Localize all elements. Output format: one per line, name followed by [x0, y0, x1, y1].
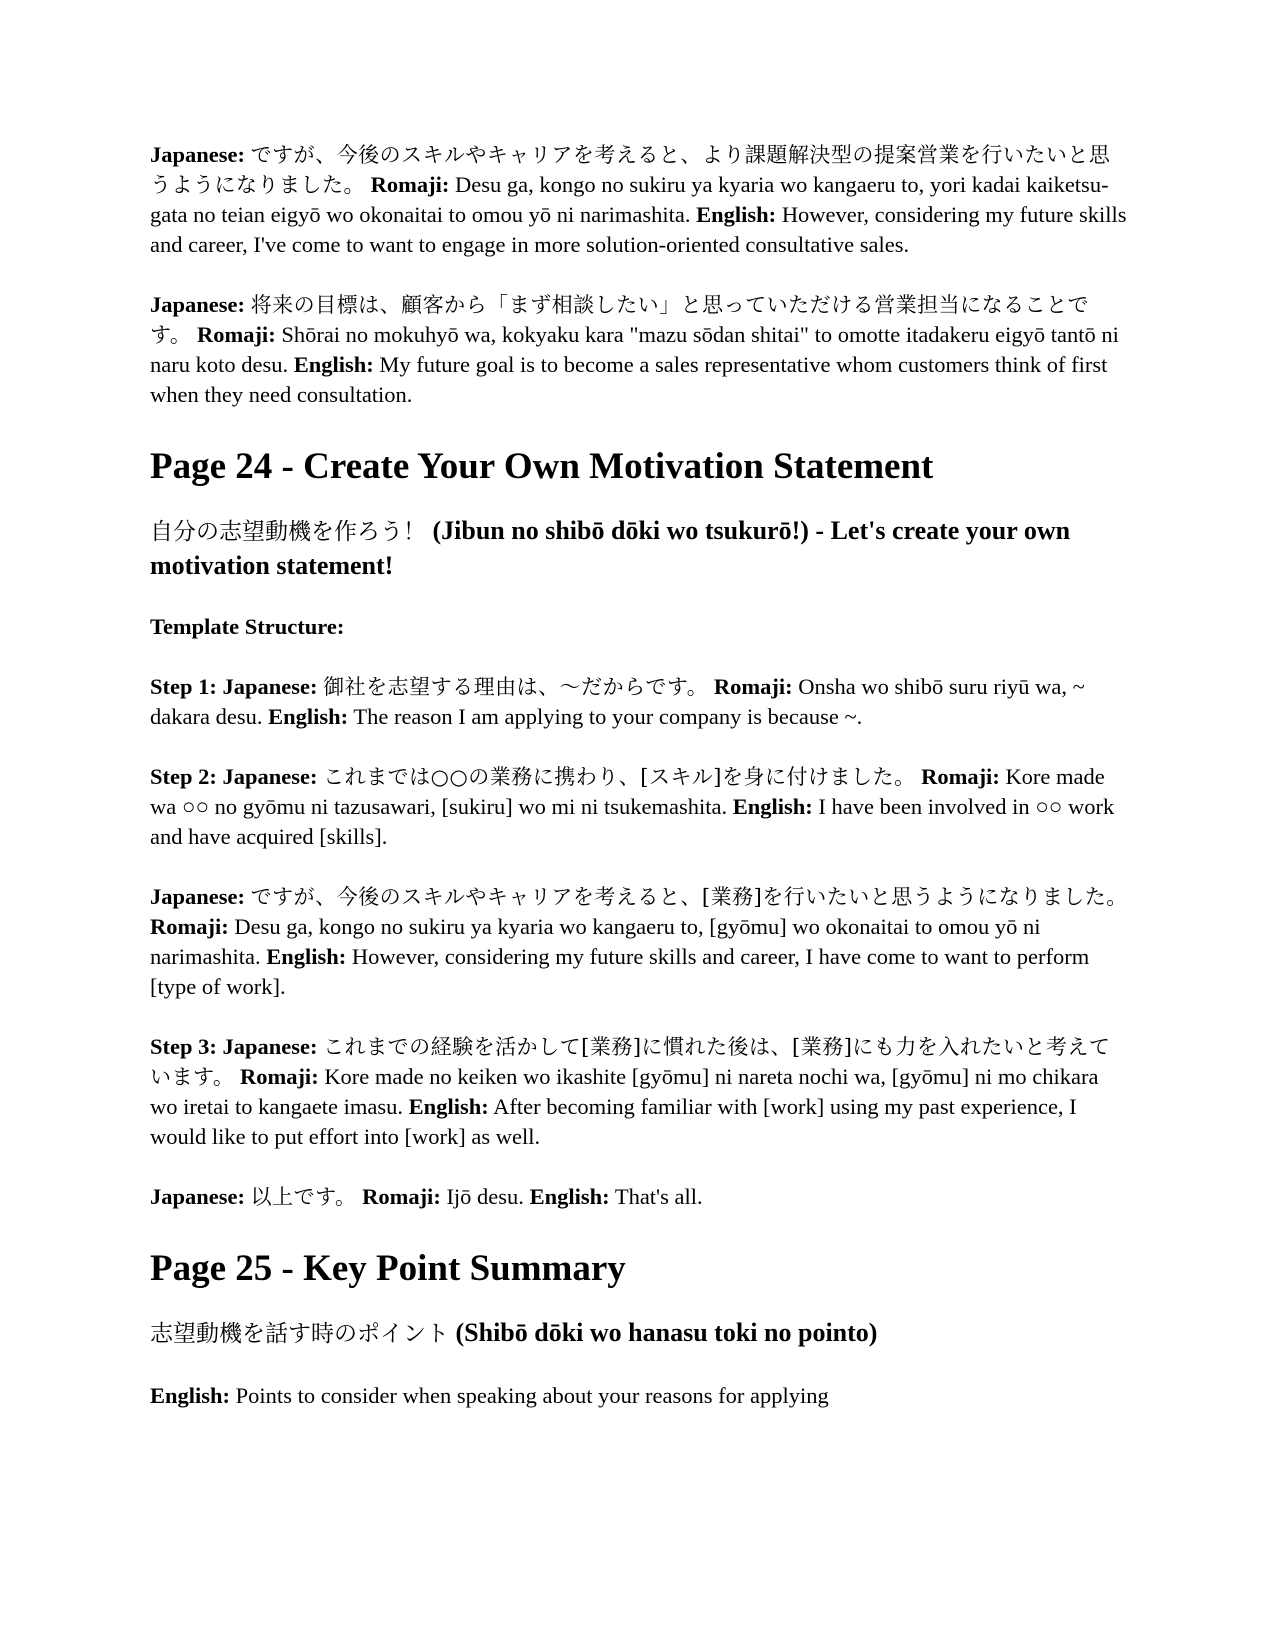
step-label: Step 2:	[150, 764, 217, 789]
subheading-japanese: 自分の志望動機を作ろう！	[150, 519, 426, 545]
section-heading-page-25: Page 25 - Key Point Summary	[150, 1248, 626, 1289]
japanese-label: Japanese:	[150, 1184, 245, 1209]
japanese-label: Japanese:	[150, 142, 245, 167]
english-text: My future goal is to become a sales representative whom customers think of first when they need consultation.	[150, 352, 1108, 407]
template-step	[150, 672, 1130, 732]
english-text: However, considering my future skills and career, I have come to want to perform [type of work].	[150, 944, 1090, 999]
romaji-label: Romaji:	[713, 674, 793, 699]
section-heading-page-24: Page 24 - Create Your Own Motivation Statement	[150, 446, 934, 487]
english-text: Points to consider when speaking about your reasons for applying	[235, 1383, 829, 1408]
japanese-label: Japanese:	[222, 764, 318, 789]
japanese-label: Japanese:	[150, 292, 245, 317]
english-text: After becoming familiar with [work] using my past experience, I would like to put effort into [work] as well.	[150, 1094, 1077, 1149]
english-label: English:	[150, 1383, 231, 1408]
romaji-label: Romaji:	[370, 172, 450, 197]
template-step	[150, 762, 1130, 852]
japanese-text: ですが、今後のスキルやキャリアを考えると、[業務]を行いたいと思うようになりました。	[250, 885, 1128, 909]
english-label: English:	[732, 794, 813, 819]
romaji-text: Shōrai no mokuhyō wa, kokyaku kara "mazu sōdan shitai" to omotte itadakeru eigyō tantō ni naru koto desu.	[150, 322, 1119, 377]
japanese-label: Japanese:	[150, 884, 245, 909]
section-subheading	[150, 1316, 1130, 1351]
phrase-block	[150, 140, 1130, 260]
english-label: English:	[696, 202, 777, 227]
english-text: I have been involved in ○○ work and have acquired [skills].	[150, 794, 1115, 849]
romaji-text: Kore made wa ○○ no gyōmu ni tazusawari, [sukiru] wo mi ni tsukemashita.	[150, 764, 1105, 819]
romaji-text: Onsha wo shibō suru riyū wa, ~ dakara desu.	[150, 674, 1085, 729]
template-heading: Template Structure:	[150, 614, 345, 639]
japanese-label: Japanese:	[222, 674, 318, 699]
document-page	[150, 140, 1130, 1441]
phrase-block	[150, 1381, 1130, 1411]
english-label: English:	[529, 1184, 610, 1209]
japanese-text: 以上です。	[250, 1185, 357, 1209]
step-label: Step 1:	[150, 674, 217, 699]
english-label: English:	[268, 704, 349, 729]
romaji-label: Romaji:	[196, 322, 276, 347]
romaji-label: Romaji:	[150, 914, 229, 939]
subheading-romaji: (Shibō dōki wo hanasu toki no pointo)	[455, 1318, 878, 1347]
english-text: That's all.	[614, 1184, 703, 1209]
japanese-text: これまでは○○の業務に携わり、[スキル]を身に付けました。	[323, 765, 916, 789]
template-step	[150, 1182, 1130, 1212]
step-label: Step 3:	[150, 1034, 217, 1059]
japanese-text: 将来の目標は、顧客から「まず相談したい」と思っていただける営業担当になることです。	[150, 293, 1090, 347]
japanese-text: 御社を志望する理由は、〜だからです。	[323, 675, 709, 699]
template-step	[150, 1032, 1130, 1152]
english-label: English:	[293, 352, 374, 377]
japanese-label: Japanese:	[222, 1034, 318, 1059]
romaji-text: Desu ga, kongo no sukiru ya kyaria wo kangaeru to, yori kadai kaiketsu-gata no teian eigyō wo okonaitai to omou yō ni narimashita.	[150, 172, 1109, 227]
romaji-label: Romaji:	[239, 1064, 319, 1089]
english-label: English:	[408, 1094, 489, 1119]
phrase-block	[150, 290, 1130, 410]
romaji-text: Ijō desu.	[446, 1184, 524, 1209]
template-step	[150, 882, 1130, 1002]
japanese-text: ですが、今後のスキルやキャリアを考えると、より課題解決型の提案営業を行いたいと思うようになりました。	[150, 143, 1111, 197]
section-subheading	[150, 514, 1130, 582]
subheading-japanese: 志望動機を話す時のポイント	[150, 1321, 449, 1347]
romaji-text: Kore made no keiken wo ikashite [gyōmu] ni nareta nochi wa, [gyōmu] ni mo chikara wo iretai to kangaete imasu.	[150, 1064, 1099, 1119]
romaji-label: Romaji:	[921, 764, 1000, 789]
english-text: The reason I am applying to your company is because ~.	[353, 704, 863, 729]
subheading-romaji-english: (Jibun no shibō dōki wo tsukurō!) - Let's create your own motivation statement!	[150, 516, 1071, 580]
english-text: However, considering my future skills and career, I've come to want to engage in more solution-oriented consultative sales.	[150, 202, 1127, 257]
romaji-text: Desu ga, kongo no sukiru ya kyaria wo kangaeru to, [gyōmu] wo okonaitai to omou yō ni narimashita.	[150, 914, 1041, 969]
romaji-label: Romaji:	[362, 1184, 441, 1209]
english-label: English:	[266, 944, 347, 969]
japanese-text: これまでの経験を活かして[業務]に慣れた後は、[業務]にも力を入れたいと考えています。	[150, 1035, 1111, 1089]
